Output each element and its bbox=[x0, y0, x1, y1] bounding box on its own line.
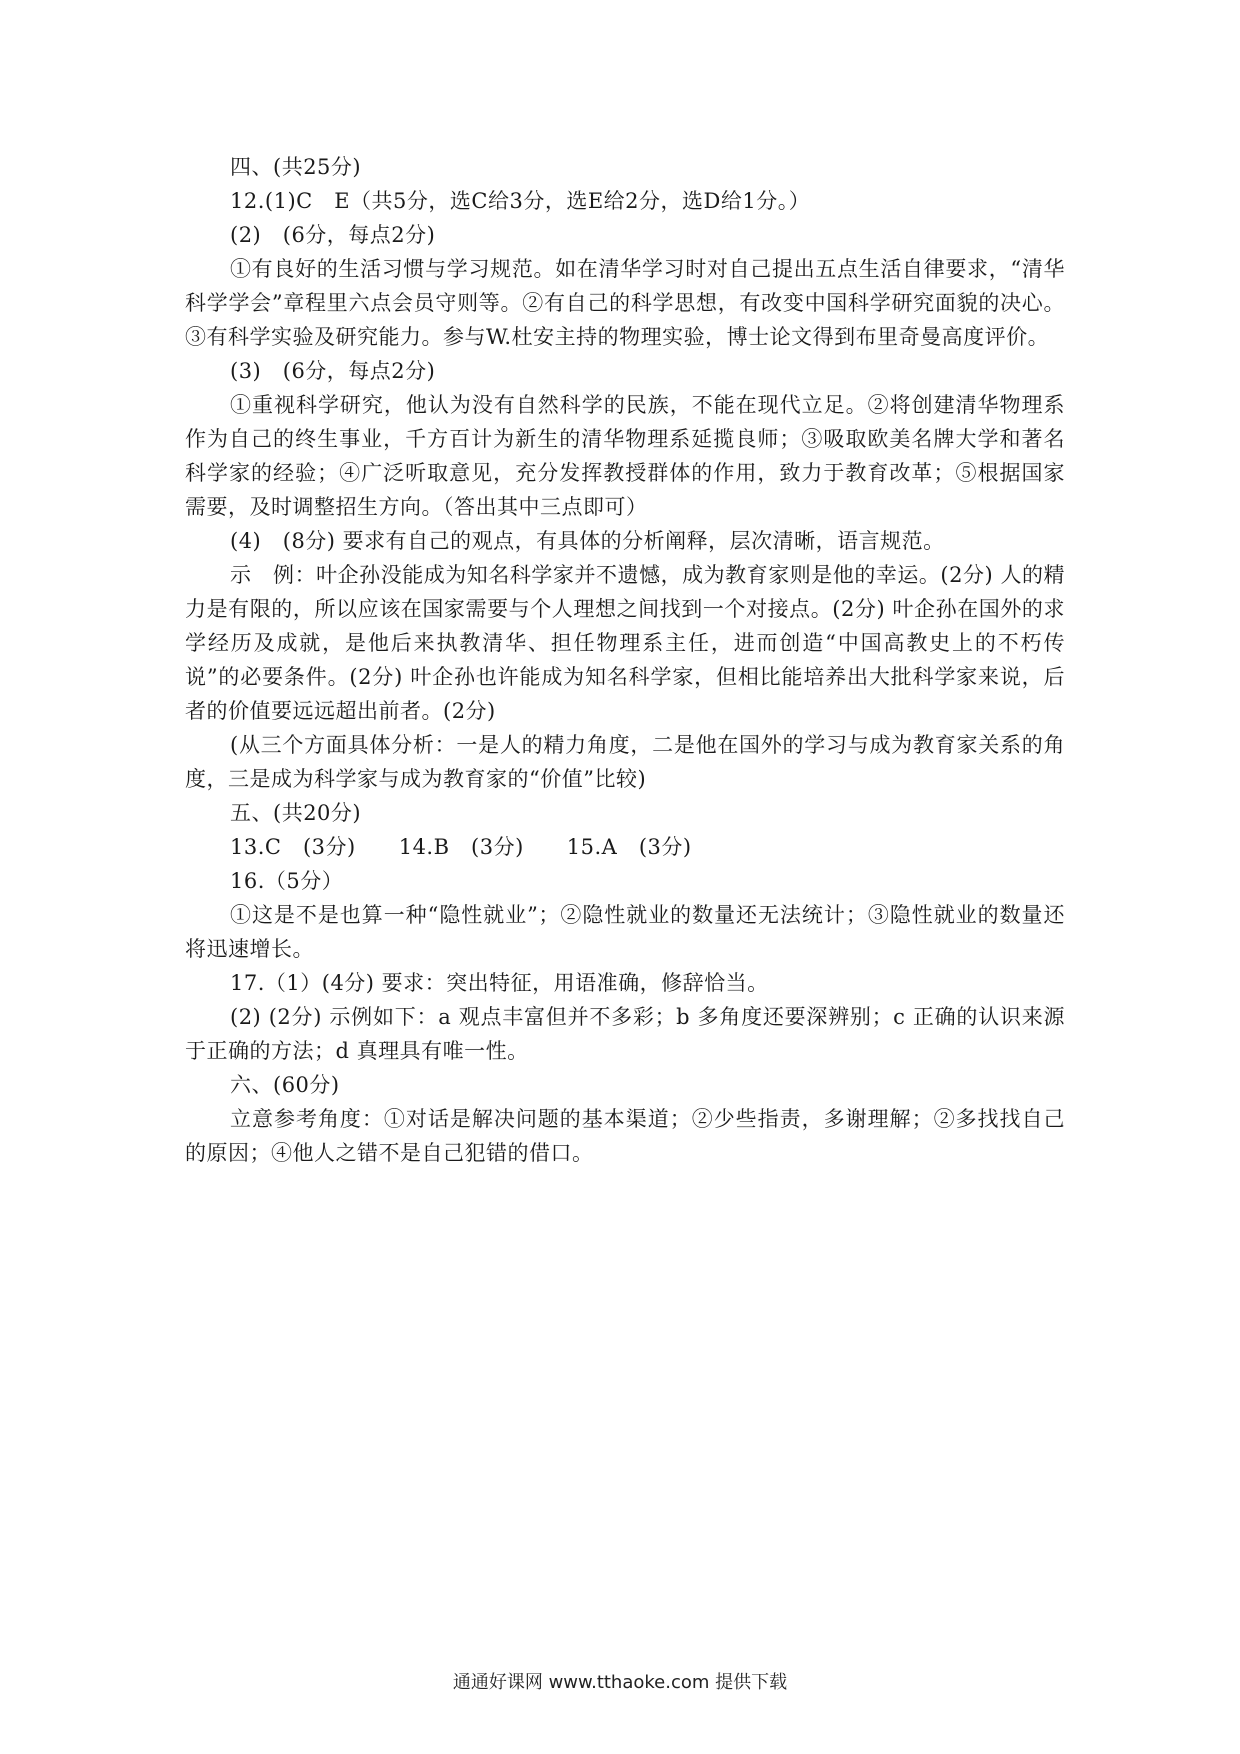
q12-part1-answer: 12.(1)C E（共5分，选C给3分，选E给2分，选D给1分。） bbox=[230, 189, 811, 213]
answer-key-content bbox=[185, 150, 1065, 1170]
q12-part3-header: (3) (6分，每点2分) bbox=[230, 359, 436, 383]
q16-header: 16.（5分） bbox=[230, 869, 344, 893]
page-footer: 通通好课网 www.tthaoke.com 提供下载 bbox=[452, 1672, 788, 1693]
q12-part4-header: (4) (8分) 要求有自己的观点，有具体的分析阐释，层次清晰，语言规范。 bbox=[230, 529, 945, 553]
section-6-heading: 六、(60分) bbox=[230, 1073, 340, 1097]
q12-part3-answer: ①重视科学研究，他认为没有自然科学的民族，不能在现代立足。②将创建清华物理系作为自己的终生事业，千方百计为新生的清华物理系延揽良师；③吸取欧美名牌大学和著名科学家的经验；④广泛听取意见，充分发挥教授群体的作用，致力于教育改革；⑤根据国家需要，及时调整招生方向。（答出其中三点即可） bbox=[185, 393, 1065, 519]
q13-15-answers: 13.C (3分) 14.B (3分) 15.A (3分) bbox=[230, 835, 692, 859]
section-4-heading: 四、(共25分) bbox=[230, 155, 362, 179]
section-6-answer: 立意参考角度：①对话是解决问题的基本渠道；②少些指责，多谢理解；②多找找自己的原因；④他人之错不是自己犯错的借口。 bbox=[185, 1107, 1065, 1165]
q12-part4-example: 示 例：叶企孙没能成为知名科学家并不遗憾，成为教育家则是他的幸运。(2分) 人的精力是有限的，所以应该在国家需要与个人理想之间找到一个对接点。(2分) 叶企孙在国外的求学经历及成就，是他后来执教清华、担任物理系主任，进而创造“中国高教史上的不朽传说”的必要条件。(2分) 叶企孙也许能成为知名科学家，但相比能培养出大批科学家来说，后者的价值要远远超出前者。(2分) bbox=[185, 563, 1065, 723]
q17-part1-answer: 17.（1）(4分) 要求：突出特征，用语准确，修辞恰当。 bbox=[230, 971, 769, 995]
q16-answer: ①这是不是也算一种“隐性就业”；②隐性就业的数量还无法统计；③隐性就业的数量还将迅速增长。 bbox=[185, 903, 1065, 961]
q12-part2-answer: ①有良好的生活习惯与学习规范。如在清华学习时对自己提出五点生活自律要求，“清华科学学会”章程里六点会员守则等。②有自己的科学思想，有改变中国科学研究面貌的决心。③有科学实验及研究能力。参与W.杜安主持的物理实验，博士论文得到布里奇曼高度评价。 bbox=[185, 257, 1065, 349]
section-5-heading: 五、(共20分) bbox=[230, 801, 362, 825]
q17-part2-answer: (2) (2分) 示例如下：a 观点丰富但并不多彩；b 多角度还要深辨别；c 正确的认识来源于正确的方法；d 真理具有唯一性。 bbox=[185, 1005, 1065, 1063]
q12-part2-header: (2) (6分，每点2分) bbox=[230, 223, 436, 247]
q12-part4-note: (从三个方面具体分析：一是人的精力角度，二是他在国外的学习与成为教育家关系的角度，三是成为科学家与成为教育家的“价值”比较) bbox=[185, 733, 1065, 791]
